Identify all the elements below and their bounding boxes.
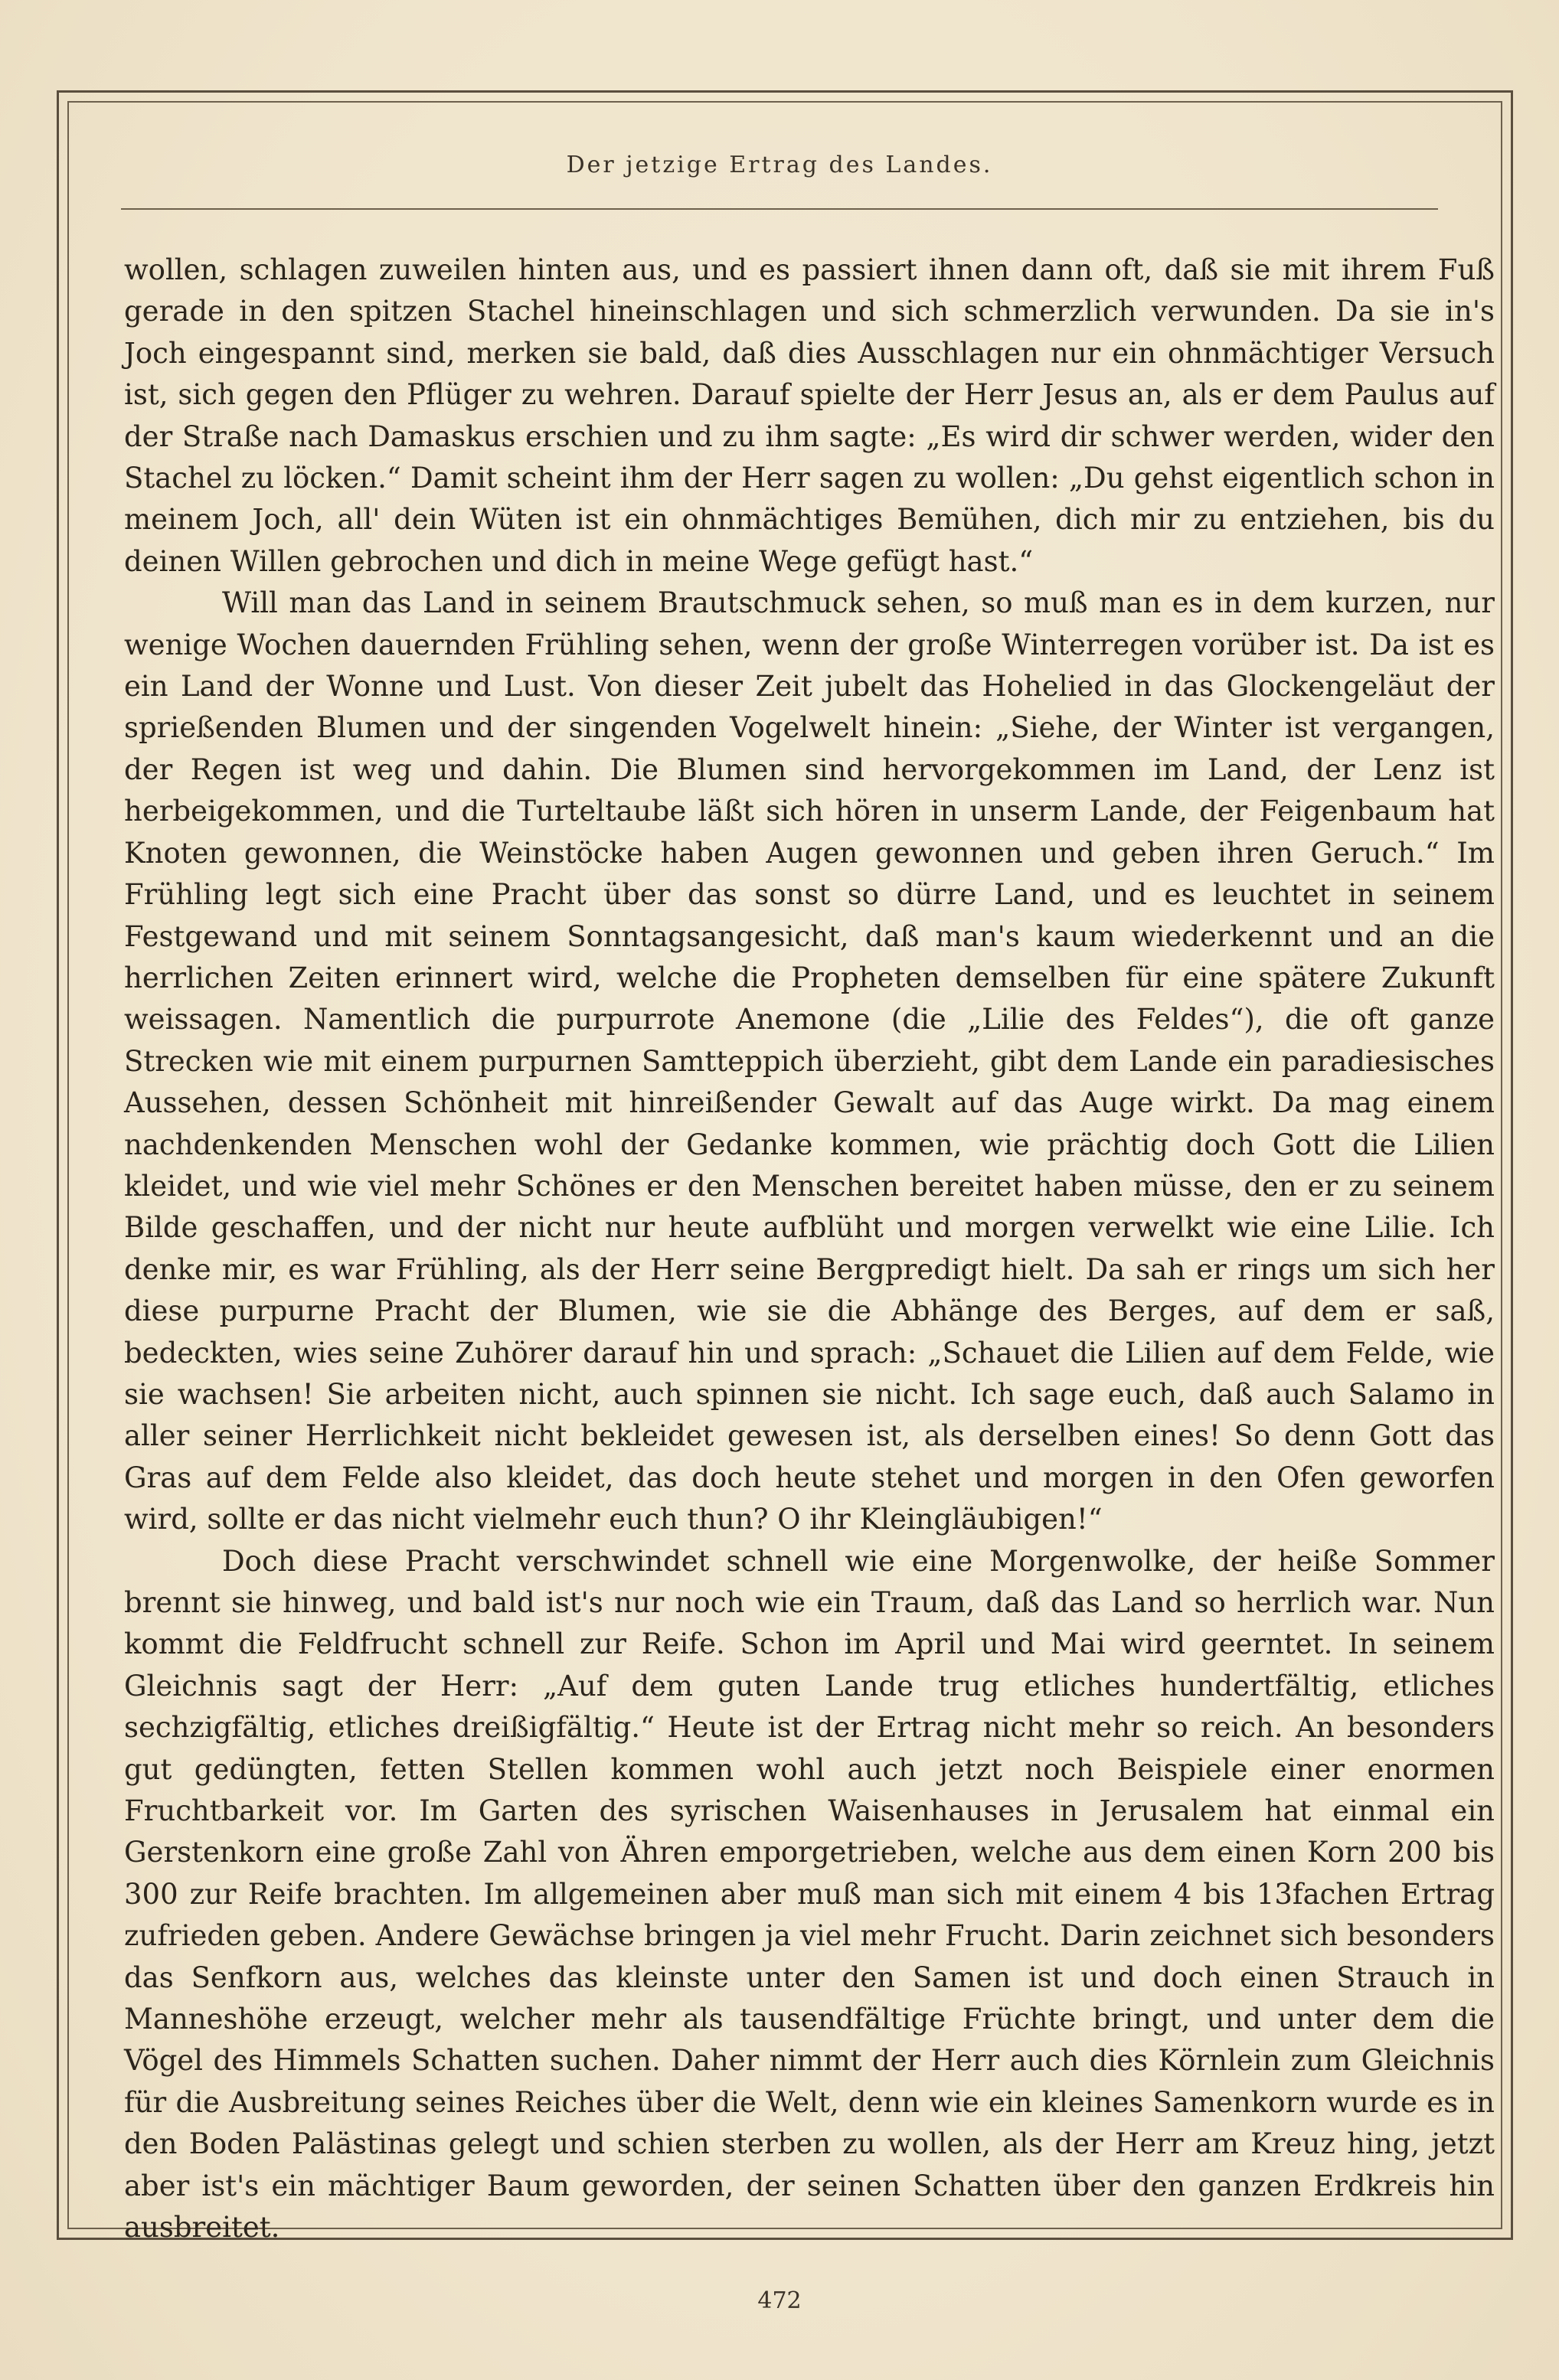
running-head: Der jetzige Ertrag des Landes. <box>566 152 993 178</box>
page-number: 472 <box>757 2287 802 2314</box>
paragraph: Will man das Land in seinem Brautschmuck sehen, so muß man es in dem kurzen, nur wenige Wochen dauernden Frühling sehen, wenn der große Winterregen vorüber ist. Da ist es ein Land der Wonne und Lust. Von dieser Zeit jubelt das Hohelied in das Glockengeläut der sprießenden Blumen und der singenden Vogelwelt hinein: „Siehe, der Winter ist vergangen, der Regen ist weg und dahin. Die Blumen sind hervorgekommen im Land, der Lenz ist herbeigekommen, und die Turteltaube läßt sich hören in unserm Lande, der Feigenbaum hat Knoten gewonnen, die Weinstöcke haben Augen gewonnen und geben ihren Geruch.“ Im Frühling legt sich eine Pracht über das sonst so dürre Land, und es leuchtet in seinem Festgewand und mit seinem Sonntagsangesicht, daß man's kaum wiederkennt und an die herrlichen Zeiten erinnert wird, welche die Propheten demselben für eine spätere Zukunft weissagen. Namentlich die purpurrote Anemone (die „Lilie des Feldes“), die oft ganze Strecken wie mit einem purpurnen Samtteppich überzieht, gibt dem Lande ein paradiesisches Aussehen, dessen Schönheit mit hinreißender Gewalt auf das Auge wirkt. Da mag einem nachdenkenden Menschen wohl der Gedanke kommen, wie prächtig doch Gott die Lilien kleidet, und wie viel mehr Schönes er den Menschen bereitet haben müsse, den er zu seinem Bilde geschaffen, und der nicht nur heute aufblüht und morgen verwelkt wie eine Lilie. Ich denke mir, es war Frühling, als der Herr seine Bergpredigt hielt. Da sah er rings um sich her diese purpurne Pracht der Blumen, wie sie die Abhänge des Berges, auf dem er saß, bedeckten, wies seine Zuhörer darauf hin und sprach: „Schauet die Lilien auf dem Felde, wie sie wachsen! Sie arbeiten nicht, auch spinnen sie nicht. Ich sage euch, daß auch Salamo in aller seiner Herrlichkeit nicht bekleidet gewesen ist, als derselben eines! So denn Gott das Gras auf dem Felde also kleidet, das doch heute stehet und morgen in den Ofen geworfen wird, sollte er das nicht vielmehr euch thun? O ihr Kleingläubigen!“ <box>124 586 1495 1536</box>
header-rule <box>121 208 1438 210</box>
paragraph: wollen, schlagen zuweilen hinten aus, und es passiert ihnen dann oft, daß sie mit ihrem Fuß gerade in den spitzen Stachel hineinschlagen und sich schmerzlich verwunden. Da sie in's Joch eingespannt sind, merken sie bald, daß dies Ausschlagen nur ein ohnmächtiger Versuch ist, sich gegen den Pflüger zu wehren. Darauf spielte der Herr Jesus an, als er dem Paulus auf der Straße nach Damaskus erschien und zu ihm sagte: „Es wird dir schwer werden, wider den Stachel zu löcken.“ Damit scheint ihm der Herr sagen zu wollen: „Du gehst eigentlich schon in meinem Joch, all' dein Wüten ist ein ohnmächtiges Bemühen, dich mir zu entziehen, bis du deinen Willen gebrochen und dich in meine Wege gefügt hast.“ <box>124 253 1495 578</box>
body-text <box>124 250 1495 2249</box>
paragraph: Doch diese Pracht verschwindet schnell wie eine Morgenwolke, der heiße Sommer brennt sie hinweg, und bald ist's nur noch wie ein Traum, daß das Land so herrlich war. Nun kommt die Feldfrucht schnell zur Reife. Schon im April und Mai wird geerntet. In seinem Gleichnis sagt der Herr: „Auf dem guten Lande trug etliches hundertfältig, etliches sechzigfältig, etliches dreißigfältig.“ Heute ist der Ertrag nicht mehr so reich. An besonders gut gedüngten, fetten Stellen kommen wohl auch jetzt noch Beispiele einer enormen Fruchtbarkeit vor. Im Garten des syrischen Waisenhauses in Jerusalem hat einmal ein Gerstenkorn eine große Zahl von Ähren emporgetrieben, welche aus dem einen Korn 200 bis 300 zur Reife brachten. Im allgemeinen aber muß man sich mit einem 4 bis 13fachen Ertrag zufrieden geben. Andere Gewächse bringen ja viel mehr Frucht. Darin zeichnet sich besonders das Senfkorn aus, welches das kleinste unter den Samen ist und doch einen Strauch in Manneshöhe erzeugt, welcher mehr als tausendfältige Früchte bringt, und unter dem die Vögel des Himmels Schatten suchen. Daher nimmt der Herr auch dies Körnlein zum Gleichnis für die Ausbreitung seines Reiches über die Welt, denn wie ein kleines Samenkorn wurde es in den Boden Palästinas gelegt und schien sterben zu wollen, als der Herr am Kreuz hing, jetzt aber ist's ein mächtiger Baum geworden, der seinen Schatten über den ganzen Erdkreis hin ausbreitet. <box>124 1544 1495 2245</box>
